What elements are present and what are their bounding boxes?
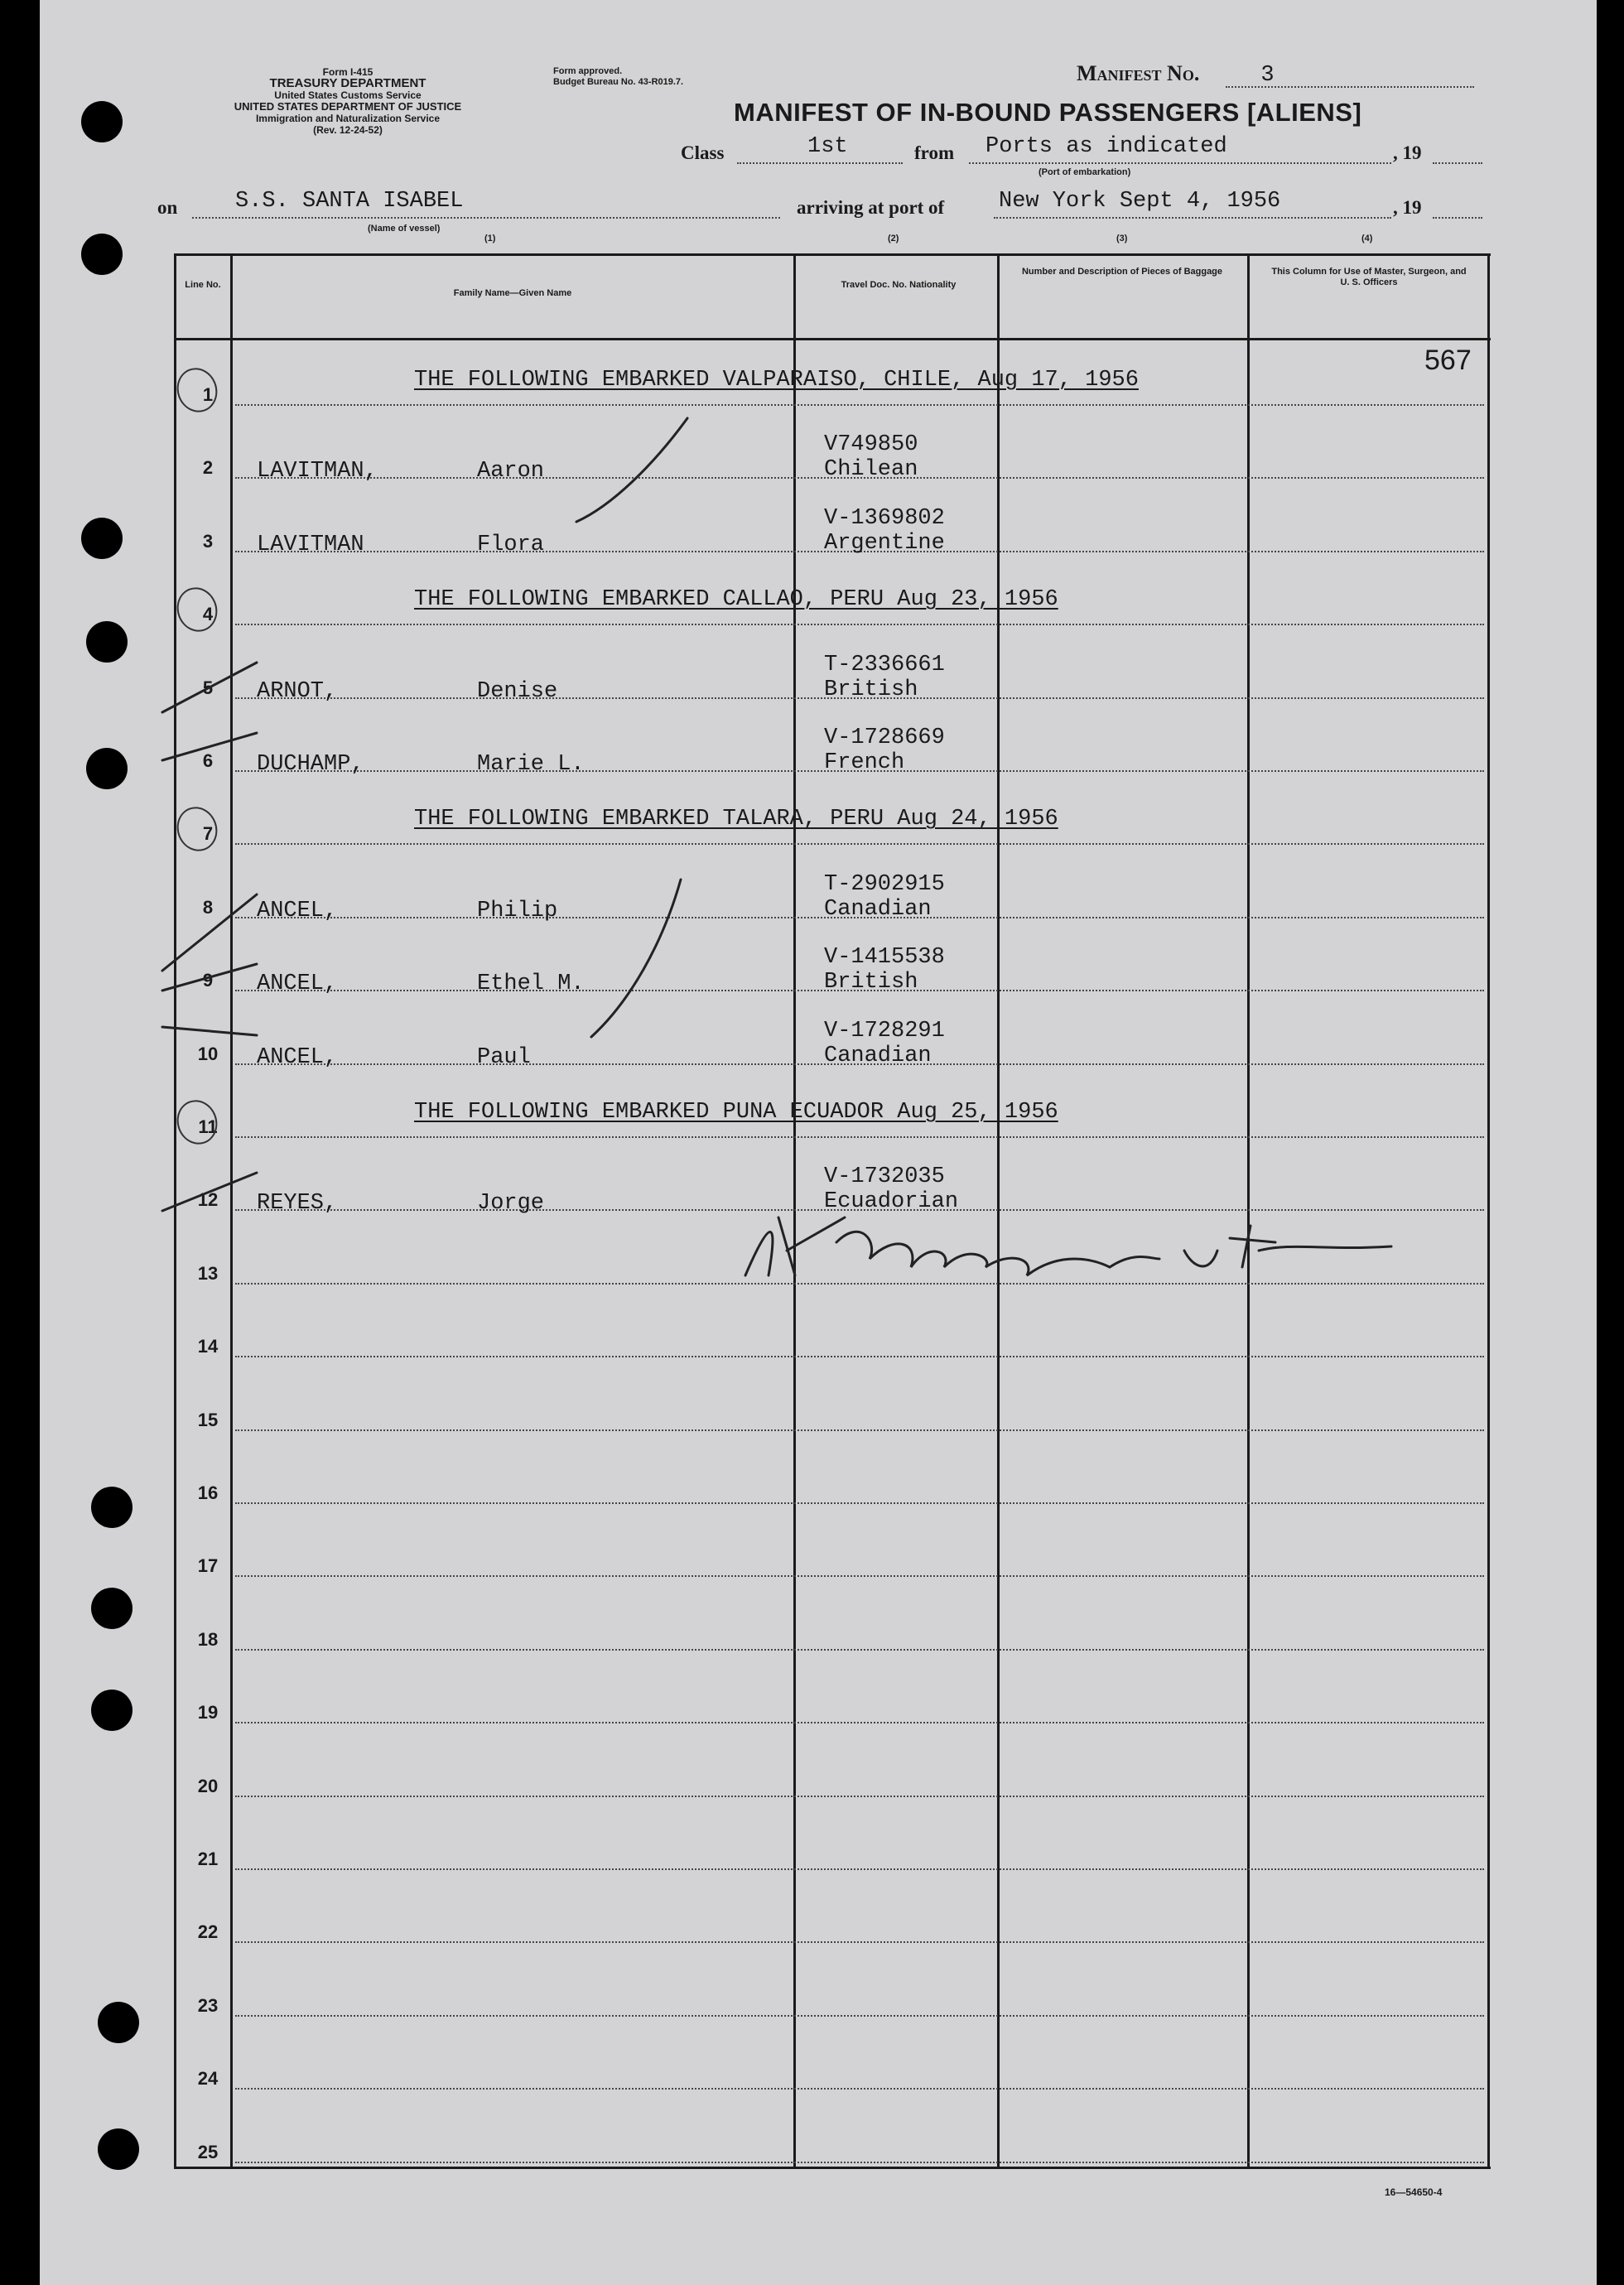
line-number: 20 bbox=[197, 1775, 219, 1796]
line-number: 12 bbox=[197, 1189, 219, 1211]
line-number: 15 bbox=[197, 1409, 219, 1430]
ins-service: Immigration and Naturalization Service bbox=[255, 113, 441, 124]
family-name: ARNOT, bbox=[257, 678, 338, 704]
travel-document-number: T-2336661 bbox=[824, 652, 945, 677]
nationality: Canadian bbox=[824, 896, 932, 922]
nationality: British bbox=[824, 677, 918, 702]
line-number: 13 bbox=[197, 1262, 219, 1284]
embarkation-section-heading: THE FOLLOWING EMBARKED CALLAO, PERU Aug 23, 1956 bbox=[414, 587, 1058, 613]
form-approved: Form approved. bbox=[553, 66, 623, 76]
vessel-caption: (Name of vessel) bbox=[368, 224, 441, 234]
nationality: Ecuadorian bbox=[824, 1189, 959, 1215]
treasury-dept: TREASURY DEPARTMENT bbox=[269, 76, 426, 90]
line-number: 6 bbox=[202, 750, 214, 771]
family-name: DUCHAMP, bbox=[257, 752, 364, 777]
line-number: 1 bbox=[202, 384, 214, 405]
nationality: Chilean bbox=[824, 457, 918, 483]
given-name: Flora bbox=[477, 532, 545, 557]
travel-document-number: T-2902915 bbox=[824, 871, 945, 897]
nationality: Argentine bbox=[824, 530, 945, 556]
nationality: British bbox=[824, 970, 918, 995]
col-index-2: (2) bbox=[888, 234, 899, 243]
line-number: 23 bbox=[197, 1994, 219, 2016]
family-name: ANCEL, bbox=[257, 1044, 338, 1070]
given-name: Jorge bbox=[477, 1191, 545, 1217]
line-number: 11 bbox=[198, 1116, 218, 1137]
on-label: on bbox=[157, 197, 178, 218]
line-number: 3 bbox=[202, 530, 214, 552]
class-value: 1st bbox=[807, 134, 848, 159]
line-number: 7 bbox=[202, 823, 214, 845]
given-name: Marie L. bbox=[477, 752, 585, 777]
class-label: Class bbox=[681, 142, 725, 163]
line-number: 21 bbox=[197, 1849, 219, 1869]
embarkation-section-heading: THE FOLLOWING EMBARKED VALPARAISO, CHILE, Aug 17, 1956 bbox=[414, 368, 1139, 393]
line-number: 2 bbox=[202, 457, 214, 479]
travel-document-number: V-1728291 bbox=[824, 1018, 945, 1044]
manifest-no-value: 3 bbox=[1260, 63, 1275, 88]
customs-service: United States Customs Service bbox=[274, 89, 422, 101]
year-label-1: , 19 bbox=[1393, 142, 1422, 163]
line-number: 22 bbox=[197, 1921, 219, 1943]
col-index-3: (3) bbox=[1116, 234, 1128, 243]
travel-document-number: V-1732035 bbox=[824, 1164, 945, 1190]
travel-document-number: V-1728669 bbox=[824, 726, 945, 750]
line-number: 8 bbox=[202, 896, 214, 918]
family-name: ANCEL, bbox=[257, 898, 338, 923]
given-name: Denise bbox=[477, 678, 558, 704]
line-number: 16 bbox=[197, 1482, 219, 1503]
col-header-baggage: Number and Description of Pieces of Baggage bbox=[1021, 267, 1223, 277]
col-header-travel-doc: Travel Doc. No. Nationality bbox=[841, 280, 957, 290]
given-name: Ethel M. bbox=[477, 971, 585, 997]
line-number: 19 bbox=[197, 1702, 219, 1723]
line-number: 24 bbox=[197, 2068, 219, 2090]
page-title: MANIFEST OF IN-BOUND PASSENGERS [ALIENS] bbox=[734, 98, 1362, 127]
embarkation-section-heading: THE FOLLOWING EMBARKED PUNA ECUADOR Aug 25, 1956 bbox=[414, 1100, 1058, 1125]
given-name: Aaron bbox=[477, 459, 545, 484]
port-caption: (Port of embarkation) bbox=[1038, 167, 1131, 177]
line-number: 5 bbox=[202, 677, 214, 698]
line-number: 9 bbox=[202, 970, 214, 991]
family-name: LAVITMAN bbox=[257, 532, 364, 557]
embarkation-section-heading: THE FOLLOWING EMBARKED TALARA, PERU Aug 24, 1956 bbox=[414, 807, 1058, 832]
given-name: Philip bbox=[477, 898, 558, 923]
justice-dept: UNITED STATES DEPARTMENT OF JUSTICE bbox=[234, 100, 462, 113]
budget-bureau: Budget Bureau No. 43-R019.7. bbox=[553, 77, 684, 87]
travel-document-number: V-1369802 bbox=[824, 505, 945, 531]
line-number: 14 bbox=[197, 1336, 219, 1357]
col-index-1: (1) bbox=[484, 234, 496, 243]
footer-code: 16—54650-4 bbox=[1385, 2186, 1443, 2198]
from-label: from bbox=[914, 142, 955, 163]
vessel-name: S.S. SANTA ISABEL bbox=[235, 189, 464, 214]
family-name: ANCEL, bbox=[257, 971, 338, 997]
col-header-name: Family Name—Given Name bbox=[453, 288, 572, 298]
family-name: REYES, bbox=[257, 1191, 338, 1217]
given-name: Paul bbox=[477, 1044, 531, 1070]
form-number: Form I-415 bbox=[322, 66, 373, 78]
nationality: French bbox=[824, 750, 905, 775]
line-number: 10 bbox=[197, 1043, 219, 1064]
travel-document-number: V749850 bbox=[824, 432, 918, 458]
manifest-label: Manifest No. bbox=[1077, 61, 1200, 85]
from-value: Ports as indicated bbox=[985, 134, 1227, 159]
col-index-4: (4) bbox=[1361, 234, 1373, 243]
line-number: 18 bbox=[197, 1628, 219, 1650]
arriving-label: arriving at port of bbox=[797, 197, 945, 218]
page-number: 567 bbox=[1424, 345, 1472, 376]
line-number: 17 bbox=[197, 1555, 219, 1577]
col-header-line-no: Line No. bbox=[185, 280, 221, 290]
line-number: 25 bbox=[197, 2141, 219, 2162]
arrival-value: New York Sept 4, 1956 bbox=[999, 189, 1281, 214]
family-name: LAVITMAN, bbox=[257, 459, 378, 484]
year-label-2: , 19 bbox=[1393, 197, 1422, 218]
revision: (Rev. 12-24-52) bbox=[313, 124, 383, 136]
col-header-officers: This Column for Use of Master, Surgeon, and U. S. Officers bbox=[1271, 267, 1467, 287]
line-number: 4 bbox=[202, 604, 214, 625]
travel-document-number: V-1415538 bbox=[824, 945, 945, 971]
nationality: Canadian bbox=[824, 1043, 932, 1068]
